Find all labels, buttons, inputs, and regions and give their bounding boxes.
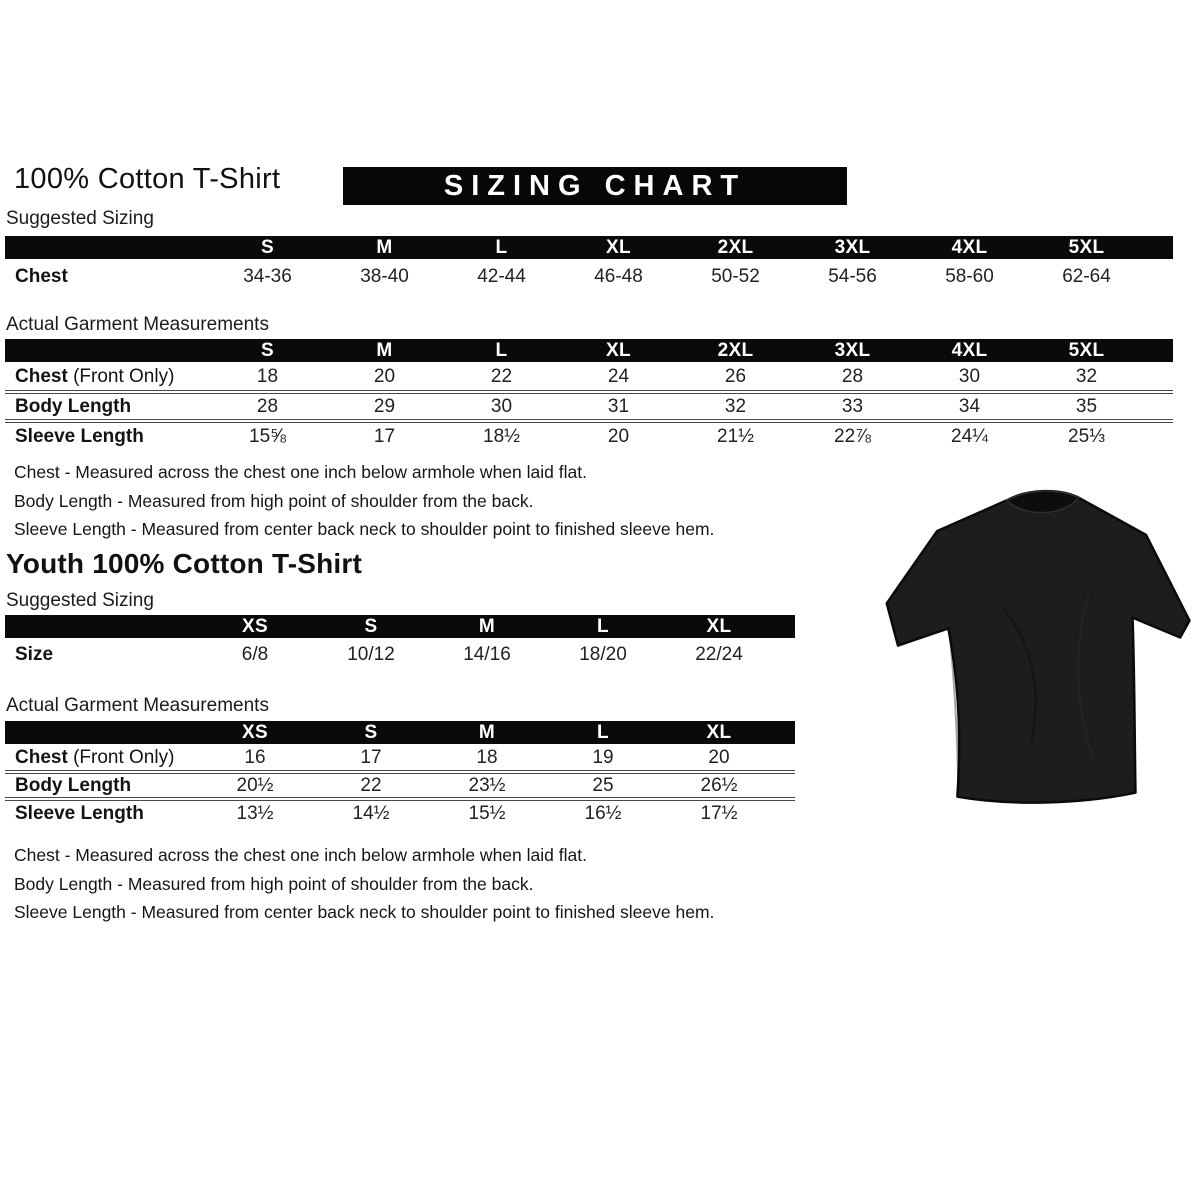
table-header-row	[5, 721, 795, 745]
table-row	[5, 639, 795, 670]
measurement-note: Body Length - Measured from high point of shoulder from the back.	[14, 873, 534, 894]
column-header-5xl: 5XL	[1028, 339, 1145, 363]
size-value-cell: 32	[677, 392, 794, 421]
row-label: Chest (Front Only)	[5, 363, 209, 392]
spacer-cell	[777, 745, 795, 772]
table-row	[5, 745, 795, 772]
size-value-cell: 31	[560, 392, 677, 421]
column-header-s: S	[209, 236, 326, 260]
size-value-cell: 17	[326, 421, 443, 450]
size-value-cell: 54-56	[794, 260, 911, 293]
spacer-cell	[777, 772, 795, 799]
size-value-cell: 28	[209, 392, 326, 421]
page-title: 100% Cotton T-Shirt	[14, 163, 281, 195]
size-value-cell: 34-36	[209, 260, 326, 293]
spacer-cell	[1145, 392, 1173, 421]
column-header-3xl: 3XL	[794, 236, 911, 260]
size-value-cell: 20½	[197, 772, 313, 799]
size-value-cell: 26½	[661, 772, 777, 799]
size-value-cell: 17	[313, 745, 429, 772]
youth-suggested-sizing-table	[5, 615, 795, 670]
measurement-note: Body Length - Measured from high point of shoulder from the back.	[14, 490, 534, 511]
table-header-row	[5, 615, 795, 639]
column-header-s: S	[313, 721, 429, 745]
size-value-cell: 18/20	[545, 639, 661, 670]
column-header-2xl: 2XL	[677, 236, 794, 260]
size-value-cell: 16½	[545, 799, 661, 826]
adult-actual-measurements-table	[5, 339, 1173, 450]
header-label-cell	[5, 339, 209, 363]
size-value-cell: 22	[313, 772, 429, 799]
column-header-s: S	[209, 339, 326, 363]
size-value-cell: 17½	[661, 799, 777, 826]
tshirt-image	[880, 474, 1198, 819]
size-value-cell: 24	[560, 363, 677, 392]
row-label: Size	[5, 639, 197, 670]
spacer-cell	[1145, 363, 1173, 392]
size-value-cell: 33	[794, 392, 911, 421]
size-value-cell: 25⅓	[1028, 421, 1145, 450]
size-value-cell: 35	[1028, 392, 1145, 421]
size-value-cell: 23½	[429, 772, 545, 799]
size-value-cell: 25	[545, 772, 661, 799]
column-header-2xl: 2XL	[677, 339, 794, 363]
tshirt-body	[883, 488, 1191, 805]
spacer-cell	[1145, 421, 1173, 450]
size-value-cell: 29	[326, 392, 443, 421]
size-value-cell: 20	[560, 421, 677, 450]
table-header-row	[5, 339, 1173, 363]
measurement-note: Chest - Measured across the chest one inch below armhole when laid flat.	[14, 462, 587, 482]
row-label: Body Length	[5, 772, 197, 799]
size-value-cell: 20	[661, 745, 777, 772]
size-value-cell: 16	[197, 745, 313, 772]
tshirt-photo	[880, 474, 1198, 819]
size-value-cell: 18	[209, 363, 326, 392]
adult-suggested-sizing-label: Suggested Sizing	[6, 208, 154, 229]
column-header-xl: XL	[560, 236, 677, 260]
youth-section-title: Youth 100% Cotton T-Shirt	[6, 548, 363, 579]
header-spacer-cell	[1145, 339, 1173, 363]
adult-measurement-notes	[14, 458, 714, 544]
column-header-m: M	[326, 339, 443, 363]
column-header-xs: XS	[197, 615, 313, 639]
size-value-cell: 34	[911, 392, 1028, 421]
column-header-xl: XL	[661, 615, 777, 639]
size-value-cell: 24¼	[911, 421, 1028, 450]
adult-actual-measurements-label: Actual Garment Measurements	[6, 314, 269, 335]
row-label: Chest (Front Only)	[5, 745, 197, 772]
size-value-cell: 38-40	[326, 260, 443, 293]
spacer-cell	[777, 639, 795, 670]
measurement-note: Sleeve Length - Measured from center back neck to shoulder point to finished sleeve hem.	[14, 902, 715, 922]
column-header-m: M	[326, 236, 443, 260]
size-value-cell: 46-48	[560, 260, 677, 293]
row-label: Sleeve Length	[5, 421, 209, 450]
measurement-note: Sleeve Length - Measured from center back neck to shoulder point to finished sleeve hem.	[14, 519, 715, 539]
column-header-l: L	[443, 339, 560, 363]
column-header-xs: XS	[197, 721, 313, 745]
column-header-4xl: 4XL	[911, 339, 1028, 363]
sizing-chart-banner: SIZING CHART	[343, 167, 847, 205]
size-value-cell: 30	[443, 392, 560, 421]
size-value-cell: 22	[443, 363, 560, 392]
adult-suggested-sizing-table	[5, 236, 1173, 293]
column-header-l: L	[443, 236, 560, 260]
size-value-cell: 21½	[677, 421, 794, 450]
size-value-cell: 30	[911, 363, 1028, 392]
youth-actual-measurements-label: Actual Garment Measurements	[6, 695, 269, 716]
column-header-m: M	[429, 615, 545, 639]
header-spacer-cell	[1145, 236, 1173, 260]
header-label-cell	[5, 236, 209, 260]
spacer-cell	[777, 799, 795, 826]
table-row	[5, 772, 795, 799]
measurement-note: Chest - Measured across the chest one inch below armhole when laid flat.	[14, 845, 587, 865]
youth-actual-measurements-table	[5, 721, 795, 826]
header-label-cell	[5, 721, 197, 745]
size-value-cell: 58-60	[911, 260, 1028, 293]
size-value-cell: 18	[429, 745, 545, 772]
size-value-cell: 22/24	[661, 639, 777, 670]
column-header-xl: XL	[661, 721, 777, 745]
column-header-3xl: 3XL	[794, 339, 911, 363]
size-value-cell: 18½	[443, 421, 560, 450]
table-row	[5, 421, 1173, 450]
size-value-cell: 62-64	[1028, 260, 1145, 293]
size-value-cell: 10/12	[313, 639, 429, 670]
spacer-cell	[1145, 260, 1173, 293]
row-label: Body Length	[5, 392, 209, 421]
size-value-cell: 13½	[197, 799, 313, 826]
column-header-l: L	[545, 721, 661, 745]
size-value-cell: 15½	[429, 799, 545, 826]
column-header-4xl: 4XL	[911, 236, 1028, 260]
youth-suggested-sizing-label: Suggested Sizing	[6, 590, 154, 611]
youth-measurement-notes	[14, 841, 714, 927]
table-row	[5, 392, 1173, 421]
size-value-cell: 20	[326, 363, 443, 392]
size-value-cell: 14½	[313, 799, 429, 826]
size-value-cell: 6/8	[197, 639, 313, 670]
size-value-cell: 28	[794, 363, 911, 392]
header-spacer-cell	[777, 615, 795, 639]
table-header-row	[5, 236, 1173, 260]
header-spacer-cell	[777, 721, 795, 745]
size-value-cell: 14/16	[429, 639, 545, 670]
table-row	[5, 799, 795, 826]
size-value-cell: 19	[545, 745, 661, 772]
table-row	[5, 260, 1173, 293]
size-value-cell: 22⅞	[794, 421, 911, 450]
size-value-cell: 50-52	[677, 260, 794, 293]
column-header-s: S	[313, 615, 429, 639]
size-value-cell: 42-44	[443, 260, 560, 293]
column-header-m: M	[429, 721, 545, 745]
row-label: Chest	[5, 260, 209, 293]
column-header-l: L	[545, 615, 661, 639]
column-header-5xl: 5XL	[1028, 236, 1145, 260]
size-value-cell: 26	[677, 363, 794, 392]
size-value-cell: 15⅝	[209, 421, 326, 450]
header-label-cell	[5, 615, 197, 639]
table-row	[5, 363, 1173, 392]
size-value-cell: 32	[1028, 363, 1145, 392]
column-header-xl: XL	[560, 339, 677, 363]
row-label: Sleeve Length	[5, 799, 197, 826]
